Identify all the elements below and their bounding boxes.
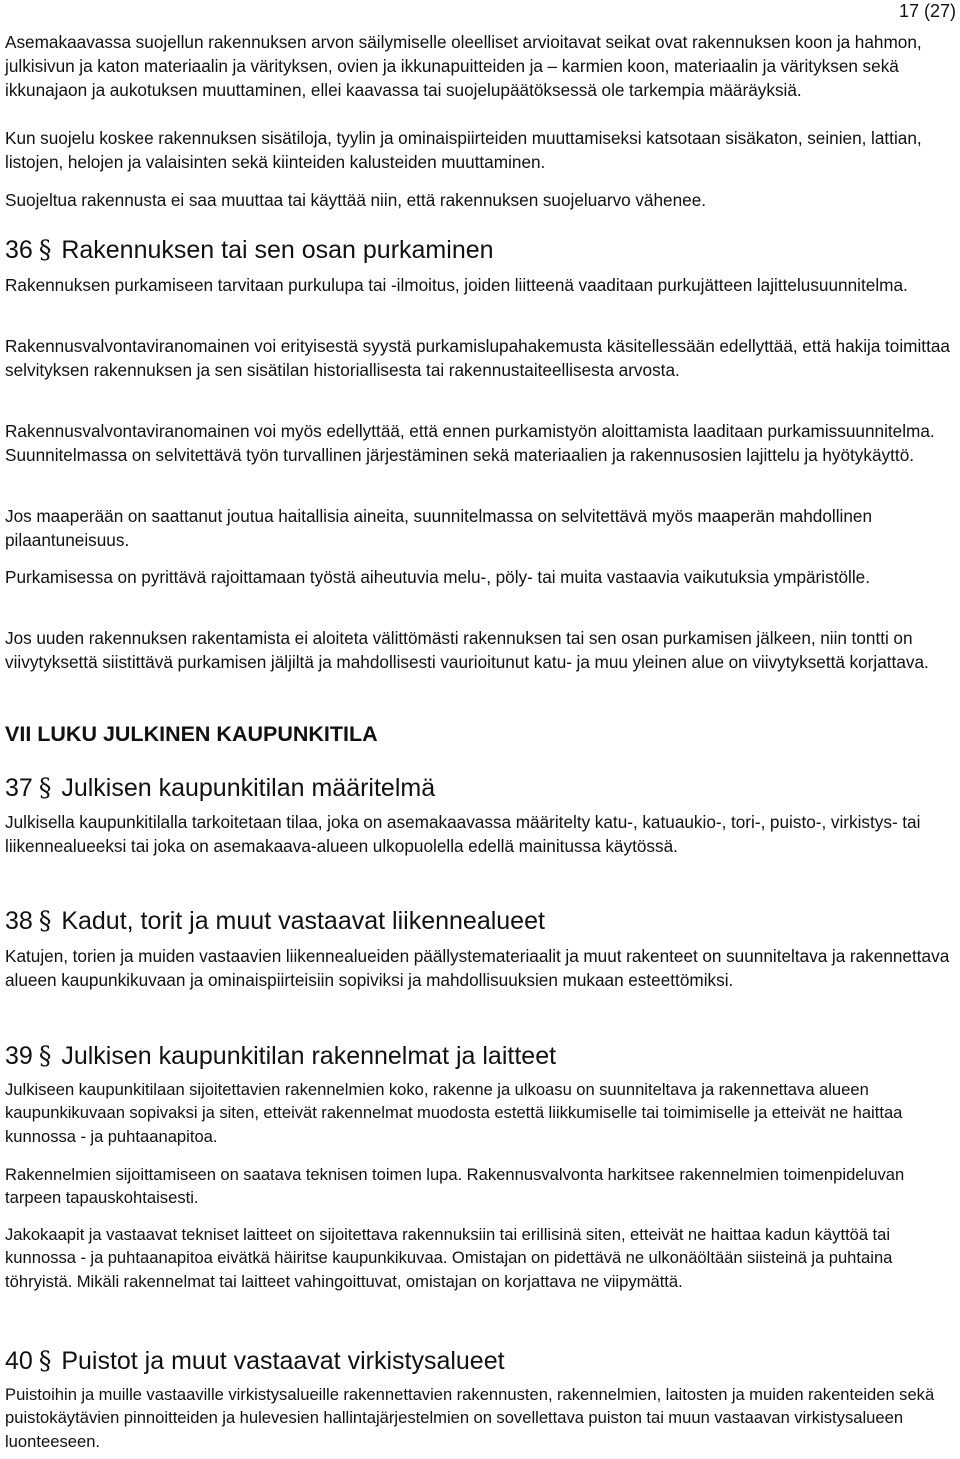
paragraph-36-6: Jos uuden rakennuksen rakentamista ei aloiteta välittömästi rakennuksen tai sen osan purkamisen jälkeen, niin tontti on viivytyksettä siistittävä purkamisen jäljiltä ja mahdollisesti vaurioitunut katu- ja muu yleinen alue on viivytyksettä korjattava.: [5, 628, 929, 672]
paragraph-40-1: Puistoihin ja muille vastaaville virkistysalueille rakennettavien rakennusten, rakennelmien, laitosten ja muiden rakenteiden sekä puistokäytävien pinnoitteiden ja hulevesien hallintajärjestelmien on sovellettava puiston tai muun vastaavan virkistysalueen luonteeseen.: [5, 1385, 935, 1451]
section-number: 37: [5, 774, 33, 802]
paragraph-36-3: Rakennusvalvontaviranomainen voi myös edellyttää, että ennen purkamistyön aloittamista laaditaan purkamissuunnitelma. Suunnitelmassa on selvitettävä työn turvallinen järjestäminen sekä materiaalien ja rakennusosien lajittelu ja hyötykäyttö.: [5, 421, 935, 465]
paragraph-39-3: Jakokaapit ja vastaavat tekniset laitteet on sijoitettava rakennuksiin tai erillisinä siten, etteivät ne haittaa kadun käyttöä tai kunnossa - ja puhtaanapitoa eivätkä häiritse kaupunkikuvaa. Omistajan on pidettävä ne ulkonäöltään siisteinä ja puhtaina töhryistä. Mikäli rakennelmat tai laitteet vahingoittuvat, omistajan on korjattava ne viipymättä.: [5, 1225, 893, 1291]
section-number: 39: [5, 1042, 33, 1070]
section-sign: §: [38, 1346, 52, 1375]
paragraph-interior-protection: Kun suojelu koskee rakennuksen sisätiloja, tyylin ja ominaispiirteiden muuttamiseksi katsotaan sisäkaton, seinien, lattian, listojen, helojen ja valaisinten sekä kiinteiden kalusteiden muuttaminen.: [5, 128, 922, 172]
paragraph-protection-value: Suojeltua rakennusta ei saa muuttaa tai käyttää niin, että rakennuksen suojeluarvo vähenee.: [5, 190, 707, 210]
chapter-title: VII LUKU JULKINEN KAUPUNKITILA: [5, 722, 378, 746]
section-title: Julkisen kaupunkitilan rakennelmat ja laitteet: [61, 1042, 557, 1070]
paragraph-39-1: Julkiseen kaupunkitilaan sijoitettavien rakennelmien koko, rakenne ja ulkoasu on suunniteltava ja rakennettava alueen kaupunkikuvaan sopivaksi ja siten, etteivät rakennelmat muodosta estettä liikkumiselle tai toimimiselle ja etteivät ne haittaa kunnossa - ja puhtaanapitoa.: [5, 1080, 903, 1146]
section-sign: §: [38, 1041, 52, 1070]
paragraph-39-2: Rakennelmien sijoittamiseen on saatava teknisen toimen lupa. Rakennusvalvonta harkitsee rakennelmien toimenpideluvan tarpeen tapauskohtaisesti.: [5, 1165, 905, 1208]
section-heading-37: [5, 773, 435, 803]
section-number: 36: [5, 236, 33, 264]
paragraph-38-1: Katujen, torien ja muiden vastaavien liikennealueiden päällystemateriaalit ja muut rakenteet on suunniteltava ja rakennettava alueen kaupunkikuvaan ja ominaispiirteisiin sopiviksi ja mahdollisuuksien mukaan esteettömiksi.: [5, 946, 950, 990]
section-sign: §: [38, 773, 52, 802]
section-number: 38: [5, 907, 33, 935]
paragraph-37-1: Julkisella kaupunkitilalla tarkoitetaan tilaa, joka on asemakaavassa määritelty katu-, katuaukio-, tori-, puisto-, virkistys- tai liikennealueeksi tai joka on asemakaava-alueen ulkopuolella edellä mainitussa käytössä.: [5, 812, 921, 856]
section-heading-38: [5, 906, 545, 936]
paragraph-36-4: Jos maaperään on saattanut joutua haitallisia aineita, suunnitelmassa on selvitettävä myös maaperän mahdollinen pilaantuneisuus.: [5, 506, 873, 550]
paragraph-protection-criteria: Asemakaavassa suojellun rakennuksen arvon säilymiselle oleelliset arvioitavat seikat ovat rakennuksen koon ja hahmon, julkisivun ja katon materiaalin ja värityksen, ovien ja ikkunapuitteiden ja – karmien koon, materiaalin ja värityksen sekä ikkunajaon ja aukotuksen muuttaminen, ellei kaavassa tai suojelupäätöksessä ole tarkempia määräyksiä.: [5, 32, 922, 100]
page-number: 17 (27): [898, 1, 956, 21]
section-heading-40: [5, 1346, 505, 1376]
section-title: Rakennuksen tai sen osan purkaminen: [61, 236, 494, 264]
section-sign: §: [38, 906, 52, 935]
section-number: 40: [5, 1347, 33, 1375]
paragraph-36-1: Rakennuksen purkamiseen tarvitaan purkulupa tai -ilmoitus, joiden liitteenä vaaditaan purkujätteen lajittelusuunnitelma.: [5, 275, 908, 295]
section-heading-39: [5, 1041, 556, 1071]
section-title: Julkisen kaupunkitilan määritelmä: [61, 774, 436, 802]
section-title: Kadut, torit ja muut vastaavat liikennealueet: [61, 907, 545, 935]
section-heading-36: [5, 235, 494, 265]
section-sign: §: [38, 235, 52, 264]
paragraph-36-5: Purkamisessa on pyrittävä rajoittamaan työstä aiheutuvia melu-, pöly- tai muita vastaavia vaikutuksia ympäristölle.: [5, 567, 870, 587]
section-title: Puistot ja muut vastaavat virkistysalueet: [61, 1347, 505, 1375]
paragraph-36-2: Rakennusvalvontaviranomainen voi erityisestä syystä purkamislupahakemusta käsitellessään edellyttää, että hakija toimittaa selvityksen rakennuksen ja sen sisätilan historiallisesta tai rakennustaiteellisesta arvosta.: [5, 336, 950, 380]
